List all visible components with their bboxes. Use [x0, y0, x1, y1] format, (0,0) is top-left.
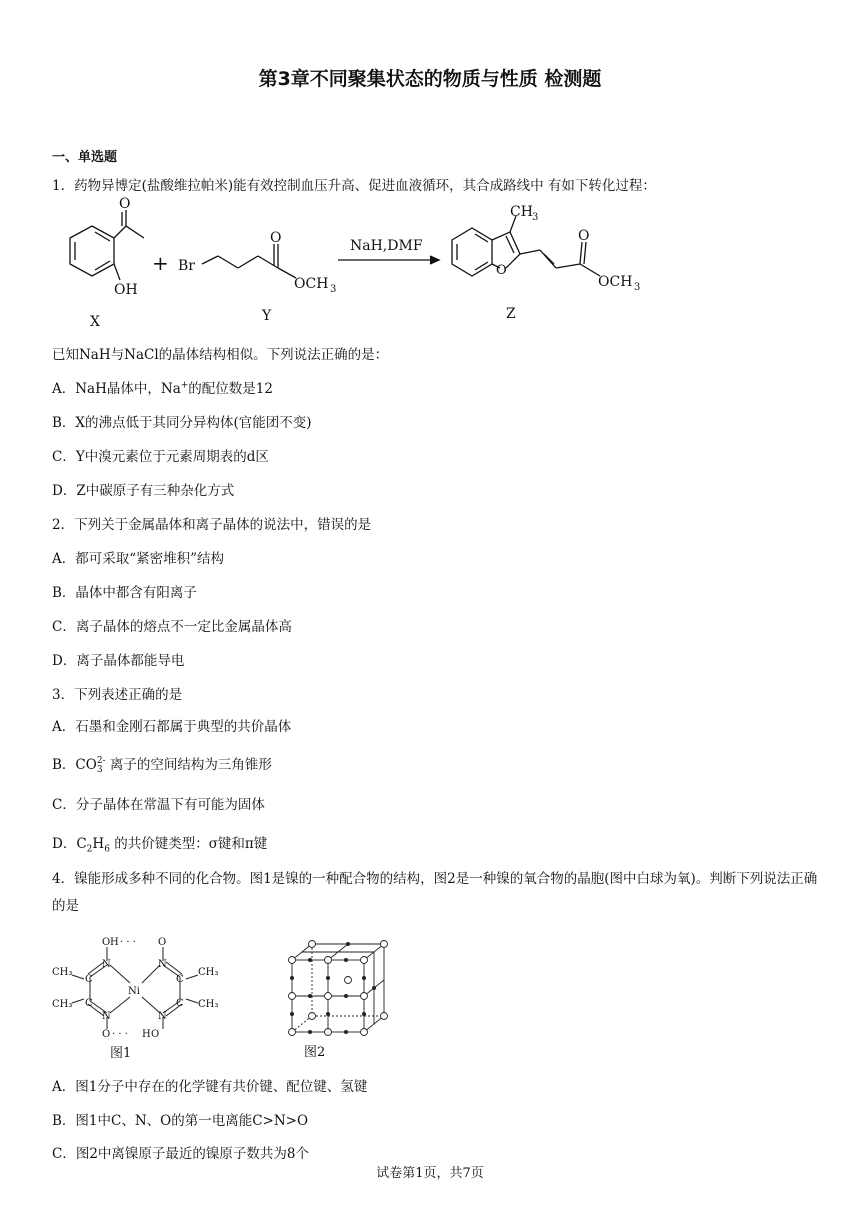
q3-option-a: A．石墨和金刚石都属于典型的共价晶体	[52, 719, 292, 735]
svg-text:3: 3	[330, 284, 337, 295]
q3-stem: 3．下列表述正确的是	[52, 687, 183, 703]
plus-sign: +	[152, 251, 169, 275]
page-footer: 试卷第1页，共7页	[376, 1166, 484, 1181]
q1-option-a: A．NaH晶体中，Na+的配位数是12	[52, 380, 273, 397]
y-carbonyl-oxygen: O	[270, 230, 282, 246]
svg-text:N: N	[102, 1011, 111, 1022]
figure-2-label: 图2	[304, 1045, 326, 1060]
svg-text:H: H	[142, 1029, 151, 1040]
svg-text:· · ·: · · ·	[112, 1029, 128, 1040]
q1-option-c: C．Y中溴元素位于元素周期表的d区	[52, 449, 269, 465]
y-label: Y	[262, 308, 272, 324]
q2-stem: 2．下列关于金属晶体和离子晶体的说法中，错误的是	[52, 517, 372, 533]
svg-text:O: O	[102, 937, 111, 948]
q1-option-b: B．X的沸点低于其同分异构体(官能团不变)	[52, 415, 312, 431]
z-methyl: CH	[510, 204, 533, 220]
svg-text:CH₃: CH₃	[198, 967, 219, 978]
svg-text:CH₃: CH₃	[52, 999, 73, 1010]
z-label: Z	[506, 306, 516, 322]
svg-text:3: 3	[634, 282, 641, 293]
reaction-conditions: NaH,DMF	[350, 238, 423, 254]
svg-text:C: C	[85, 998, 93, 1009]
svg-text:O: O	[151, 1029, 160, 1040]
svg-text:CH₃: CH₃	[198, 999, 219, 1010]
svg-text:3: 3	[532, 212, 539, 223]
svg-text:N: N	[158, 1011, 167, 1022]
q2-option-d: D．离子晶体都能导电	[52, 653, 185, 669]
svg-text:· · ·: · · ·	[120, 937, 136, 948]
figure-1-nickel-complex	[50, 935, 225, 1060]
svg-text:N: N	[102, 959, 111, 970]
svg-text:C: C	[176, 974, 184, 985]
section-heading: 一、单选题	[52, 150, 118, 165]
q4-stem: 4．镍能形成多种不同的化合物。图1是镍的一种配合物的结构，图2是一种镍的氧合物的晶胞(图中白球为氧)。判断下列说法正确的是	[52, 871, 818, 914]
svg-text:H: H	[110, 937, 119, 948]
reaction-scheme	[40, 196, 680, 331]
q3-option-b: B．CO 2- 3 离子的空间结构为三角锥形	[52, 755, 272, 775]
svg-text:N: N	[158, 959, 167, 970]
x-hydroxyl: OH	[114, 282, 138, 298]
q2-option-b: B．晶体中都含有阳离子	[52, 585, 197, 601]
y-methoxy: OCH	[294, 276, 329, 292]
svg-text:C: C	[176, 998, 184, 1009]
q2-option-c: C．离子晶体的熔点不一定比金属晶体高	[52, 619, 292, 635]
q2-option-a: A．都可采取“紧密堆积”结构	[52, 551, 225, 567]
svg-text:O: O	[102, 1029, 111, 1040]
q3-option-d: D．$C_2H_6$ 的共价键类型：σ键和π键	[52, 836, 268, 855]
z-carbonyl-oxygen: O	[578, 228, 590, 244]
z-methoxy: OCH	[598, 274, 633, 290]
svg-text:O: O	[158, 937, 167, 948]
svg-text:CH₃: CH₃	[52, 967, 73, 978]
q1-stem: 1．药物异博定(盐酸维拉帕米)能有效控制血压升高、促进血液循环，其合成路线中 有如下转化过程：	[52, 178, 656, 194]
svg-text:C: C	[85, 974, 93, 985]
y-bromine: Br	[178, 258, 195, 274]
q4-option-a: A．图1分子中存在的化学键有共价键、配位键、氢键	[52, 1079, 368, 1095]
q1-given: 已知NaH与NaCl的晶体结构相似。下列说法正确的是：	[52, 347, 389, 363]
x-carbonyl-oxygen: O	[119, 196, 131, 212]
x-label: X	[90, 314, 100, 330]
figure-1-label: 图1	[110, 1046, 132, 1060]
nickel-center: Ni	[128, 986, 140, 997]
q4-option-b: B．图1中C、N、O的第一电离能C>N>O	[52, 1113, 309, 1129]
q4-option-c: C．图2中离镍原子最近的镍原子数共为8个	[52, 1146, 310, 1162]
z-ring-oxygen: O	[496, 263, 507, 278]
q3-option-c: C．分子晶体在常温下有可能为固体	[52, 797, 265, 813]
figure-2-crystal-cell	[282, 938, 392, 1060]
q1-option-d: D．Z中碳原子有三种杂化方式	[52, 483, 235, 499]
page-title: 第3章不同聚集状态的物质与性质 检测题	[258, 68, 602, 90]
